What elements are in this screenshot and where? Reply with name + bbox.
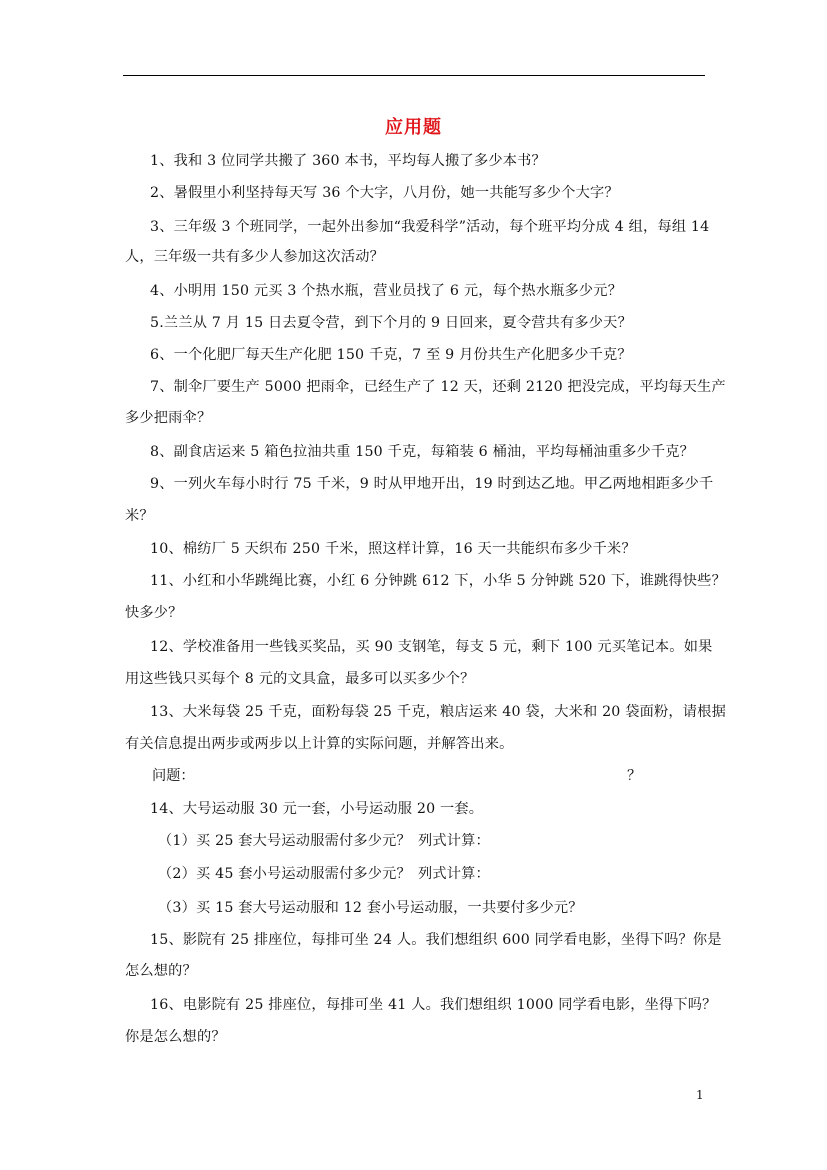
question-9-line-2: 米？ [125,508,154,524]
question-11-line-1: 11、小红和小华跳绳比赛，小红 6 分钟跳 612 下，小华 5 分钟跳 520 下，谁跳得快些？ [150,573,726,589]
question-1: 1、我和 3 位同学共搬了 360 本书，平均每人搬了多少本书？ [150,153,546,169]
question-7-line-1: 7、制伞厂要生产 5000 把雨伞，已经生产了 12 天，还剩 2120 把没完成，平均每天生产 [150,379,726,395]
question-14-part-2: （2）买 45 套小号运动服需付多少元？ [158,866,411,882]
question-11-line-2: 快多少？ [125,605,183,621]
question-15-line-2: 怎么想的？ [125,963,197,979]
header-rule [123,75,705,76]
page-title: 应用题 [385,117,442,138]
question-7-line-2: 多少把雨伞？ [125,410,212,426]
question-2: 2、暑假里小利坚持每天写 36 个大字，八月份，她一共能写多少个大字？ [150,185,619,201]
question-8: 8、副食店运来 5 箱色拉油共重 150 千克，每箱装 6 桶油，平均每桶油重多少千克？ [150,444,695,460]
question-14-part-3: （3）买 15 套大号运动服和 12 套小号运动服，一共要付多少元？ [158,900,583,916]
question-3-line-2: 人，三年级一共有多少人参加这次活动？ [125,249,384,265]
question-13-mark: ？ [627,768,642,784]
question-5: 5.兰兰从 7 月 15 日去夏令营，到下个月的 9 日回来，夏令营共有多少天？ [150,315,632,331]
page-number: 1 [696,1088,704,1102]
question-3-line-1: 3、三年级 3 个班同学，一起外出参加“我爱科学”活动，每个班平均分成 4 组，每组 14 [150,219,710,235]
question-16-line-2: 你是怎么想的？ [125,1029,226,1045]
question-6: 6、一个化肥厂每天生产化肥 150 千克，7 至 9 月份共生产化肥多少千克？ [150,347,632,363]
question-14-stem: 14、大号运动服 30 元一套，小号运动服 20 一套。 [150,801,484,817]
question-12-line-1: 12、学校准备用一些钱买奖品，买 90 支钢笔，每支 5 元，剩下 100 元买笔记本。如果 [150,639,713,655]
question-16-line-1: 16、电影院有 25 排座位，每排可坐 41 人。我们想组织 1000 同学看电影，坐得下吗？ [150,997,717,1013]
question-9-line-1: 9、一列火车每小时行 75 千米，9 时从甲地开出，19 时到达乙地。甲乙两地相距多少千 [150,476,714,492]
question-13-prompt: 问题： [152,768,195,784]
question-13-line-1: 13、大米每袋 25 千克，面粉每袋 25 千克，粮店运来 40 袋，大米和 20 袋面粉，请根据 [150,704,726,720]
question-4: 4、小明用 150 元买 3 个热水瓶，营业员找了 6 元，每个热水瓶多少元？ [150,283,623,299]
question-14-part-2-calc: 列式计算： [418,866,490,882]
question-12-line-2: 用这些钱只买每个 8 元的文具盒，最多可以买多少个？ [125,671,475,687]
question-10: 10、棉纺厂 5 天织布 250 千米，照这样计算，16 天一共能织布多少千米？ [150,541,636,557]
question-14-part-1: （1）买 25 套大号运动服需付多少元？ [158,833,411,849]
question-13-line-2: 有关信息提出两步或两步以上计算的实际问题，并解答出来。 [125,736,514,752]
question-15-line-1: 15、影院有 25 排座位，每排可坐 24 人。我们想组织 600 同学看电影，坐得下吗？你是 [150,932,722,948]
question-14-part-1-calc: 列式计算： [418,833,490,849]
